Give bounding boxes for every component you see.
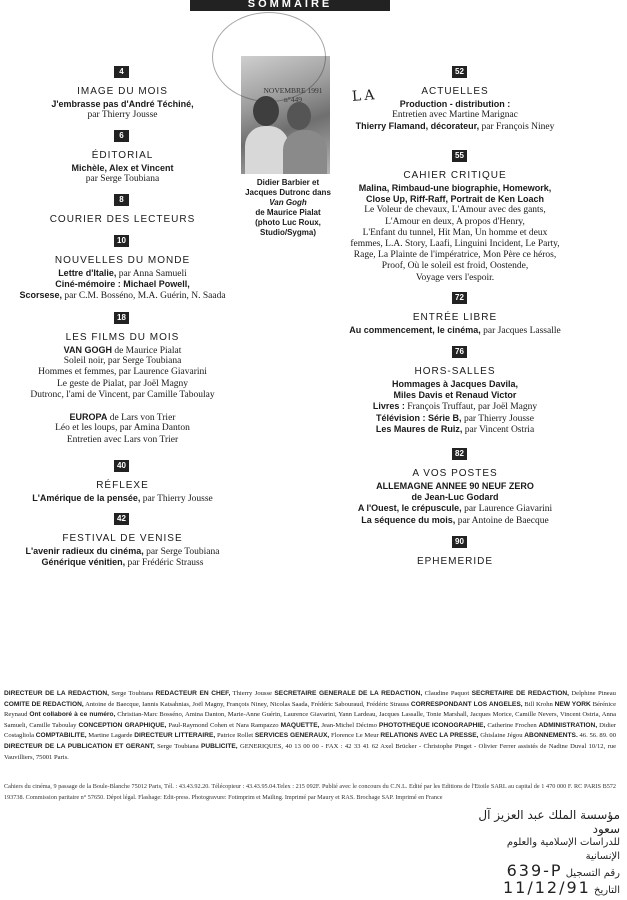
masthead-name: Ghislaine Jégou [478,732,525,740]
toc-entry-title: Lettre d'Italie, [58,268,117,278]
masthead-role: DIRECTEUR DE LA REDACTION, [4,690,109,697]
toc-entry[interactable] [0,355,245,367]
section-heading: ACTUELLES [421,86,489,97]
masthead-name: Didier Costagliola [4,721,617,740]
page-number: 90 [452,536,467,548]
toc-entry-title: VAN GOGH [63,345,112,355]
toc-entry[interactable] [330,514,580,527]
toc-entry[interactable] [0,289,245,302]
toc-entry[interactable] [0,556,245,569]
toc-entry[interactable] [330,238,580,250]
section-heading: CAHIER CRITIQUE [403,170,507,181]
toc-entry-author: Entretien avec Lars von Trier [66,434,179,445]
masthead-name: Serge Toubiana [154,742,201,750]
page-number: 82 [452,448,467,460]
caption-line: Didier Barbier et [256,178,320,187]
toc-entry-author: par Laurence Giavarini [461,504,553,515]
section-heading: EPHEMERIDE [416,556,494,567]
page-number: 42 [114,513,129,525]
masthead-name: Claudine Paquot [422,690,472,697]
toc-entry-title: J'embrasse pas d'André Téchiné, [51,99,194,109]
figure-right [283,130,327,174]
toc-entry-author: Dutronc, l'ami de Vincent, par Camille Taboulay [30,389,215,400]
toc-entry-author: femmes, L.A. Story, Laafi, Linguini Incident, Le Party, [350,239,560,249]
toc-entry-title: Production - distribution : [399,99,511,109]
toc-entry-title: Générique vénitien, [41,557,126,568]
page-title: SOMMAIRE [247,0,333,10]
postmark-stamp-text [248,86,338,104]
toc-entry-title: L'avenir radieux du cinéma, [25,546,144,556]
toc-entry[interactable] [330,423,580,436]
masthead-name: Christian-Marc Bosséno, Amina Danton, Marie-Anne Guérin, Laurence Giavarini, Yann Lardeau, Jacques Lassalle, Tonie Marshall, Jacques Morice, Camille Nevers, Vincent Ostria, Anna Samueli, Camille Taboulay [4,711,616,729]
publisher-info: Cahiers du cinéma, 9 passage de la Boule-Blanche 75012 Paris, Tél. : 43.43.92.20. Télécopieur : 43.43.95.04.Telex : 215 092F. Publié avec le concours du C.N.L. Edité par les Editions de l'Etoile SARL au capital de 1 470 000 F. RC PARIS B572 193738. Commission paritaire n° 57650. Dépot légal. Flashage: Edit-press. Photogravure: Fotimprim et Mailing. Imprimé par Maury et RAS. Brochage SAP. Imprimé en France [4,783,616,801]
toc-entry-author: Proof, Où le soleil est froid, Oostende, [381,261,529,272]
toc-entry[interactable] [330,272,580,284]
toc-entry[interactable] [0,422,245,434]
figure-right-head [287,102,311,130]
section-heading: LES FILMS DU MOIS [65,332,180,343]
section-heading: HORS-SALLES [414,366,496,377]
toc-entry-title: Au commencement, le cinéma, [349,325,481,335]
toc-entry[interactable] [0,173,245,185]
toc-entry-author: François Truffaut, par Joël Magny [404,402,538,413]
section-heading: IMAGE DU MOIS [77,86,168,97]
page-number: 72 [452,292,467,304]
toc-entry-author: L'Enfant du tunnel, Hit Man, Un homme et deux [362,227,548,238]
toc-entry[interactable] [330,109,580,121]
toc-entry-title: EUROPA [69,412,108,423]
page-number: 55 [452,150,467,162]
caption-line: Studio/Sygma) [259,228,316,237]
masthead-role: ABONNEMENTS. [524,732,578,740]
toc-entry-author: par C.M. Bosséno, M.A. Guérin, N. Saada [61,291,226,302]
page-number: 40 [114,460,129,472]
photo-caption [240,178,336,238]
library-stamp-date: 11/12/91 [502,878,591,897]
masthead-role: NEW YORK [554,700,591,708]
toc-entry-title: Hommages à Jacques Davila, [391,379,519,389]
toc-entry-title: Ciné-mémoire : Michael Powell, [55,279,190,290]
masthead-role: COMPTABILITE, [35,732,87,740]
toc-entry[interactable] [0,492,245,505]
stamp-line: NOVEMBRE 1991 [263,86,323,95]
section-heading: NOUVELLES DU MONDE [54,255,191,266]
caption-line: Jacques Dutronc dans [245,188,331,197]
masthead-role: ADMINISTRATION, [538,721,598,729]
section-heading: RÉFLEXE [96,480,149,491]
masthead-role: SERVICES GENERAUX, [254,732,330,740]
toc-entry[interactable] [330,227,580,239]
page-number: 18 [114,312,129,324]
toc-entry-title: Télévision : Série B, [376,412,462,423]
toc-entry[interactable] [330,120,580,133]
masthead-name: Delphine Pineau [568,690,616,697]
masthead-name: Serge Toubiana [109,690,156,697]
toc-entry-author: par Anna Samueli [116,269,187,279]
toc-entry-author: Voyage vers l'espoir. [415,272,495,283]
caption-line: de Maurice Pialat [255,208,321,217]
toc-entry[interactable] [330,324,580,337]
toc-entry-title: Malina, Rimbaud-une biographie, Homework, [358,183,552,193]
masthead-name: Florence Le Meur [329,732,381,740]
toc-entry-author: Léo et les loups, par Amina Danton [55,423,190,434]
toc-entry-author: par Thierry Jousse [461,413,534,424]
toc-entry-author: par Serge Toubiana [143,547,220,557]
toc-entry-author: de Lars von Trier [107,413,176,424]
page-number: 4 [114,66,129,78]
section-heading: FESTIVAL DE VENISE [62,533,183,544]
masthead-name: Thierry Jousse [230,690,275,697]
library-stamp-reg-label: رقم التسجيل [565,868,620,879]
stamp-line: n°449 [284,95,302,104]
masthead-role: DIRECTEUR DE LA PUBLICATION ET GERANT, [4,742,155,750]
toc-entry-author: de Maurice Pialat [111,346,182,356]
toc-entry-author: Le Voleur de chevaux, L'Amour avec des gants, [364,205,546,216]
caption-line: (photo Luc Roux, [255,218,321,227]
toc-entry-title: Michèle, Alex et Vincent [71,163,174,173]
library-stamp-title: مؤسسة الملك عبد العزيز آل سعود [478,808,620,836]
masthead-name: GENERIQUES, 40 13 00 00 - FAX : 42 33 41 62 Axel Brücker - Christophe Pinget - Olivier Ferrer assistés de Nadine Duval 10/12, rue Vauvilliers, 75001 Paris. [4,742,616,761]
toc-entry-author: Entretien avec Martine Marignac [392,110,518,121]
toc-entry-title: Miles Davis et Renaud Victor [393,390,517,401]
toc-entry-title: La séquence du mois, [361,514,456,525]
page-number: 52 [452,66,467,78]
library-stamp-number: 639-P [506,861,563,880]
caption-line: Van Gogh [269,198,307,207]
toc-entry-author: Soleil noir, par Serge Toubiana [63,356,182,367]
toc-entry-author: Hommes et femmes, par Laurence Giavarini [38,367,207,378]
section-heading: COURIER DES LECTEURS [49,214,196,225]
toc-entry-title: Les Maures de Ruiz, [375,423,463,434]
masthead-name: Bill Krohn [522,700,555,708]
masthead-name: Paul-Raymond Cohen et Nara Rampazzo [166,721,281,729]
page-number: 6 [114,130,129,142]
page-number: 8 [114,194,129,206]
masthead-role: CORRESPONDANT LOS ANGELES, [410,700,523,708]
page-number: 76 [452,346,467,358]
masthead-role: REDACTEUR EN CHEF, [155,690,231,697]
toc-entry[interactable] [0,378,245,390]
toc-entry-title: Livres : [372,401,405,412]
toc-entry[interactable] [330,204,580,216]
masthead-role: SECRETAIRE GENERALE DE LA REDACTION, [274,690,423,697]
masthead-credits [4,689,616,763]
library-stamp-date-label: التاريخ [594,885,620,896]
masthead-name: Jean-Michel Décimo [319,721,379,729]
toc-entry[interactable] [330,216,580,228]
toc-entry[interactable] [330,249,580,261]
masthead-role: COMITE DE REDACTION, [4,700,84,708]
toc-entry-author: Rage, La Plainte de l'impératrice, Mon Père ce héros, [353,250,557,261]
masthead-role: PUBLICITE, [201,742,238,750]
masthead-role: MAQUETTE, [280,721,320,729]
section-heading: ENTRÉE LIBRE [412,312,498,323]
masthead-name: Martine Lagarde [86,732,135,740]
masthead-role: SECRETAIRE DE REDACTION, [471,690,569,697]
toc-entry[interactable] [0,434,245,446]
toc-entry-author: par Thierry Jousse [140,494,213,504]
masthead-name: 46. 56. 89. 00 [577,732,616,740]
toc-entry-title: de Jean-Luc Godard [411,492,499,503]
toc-entry-author: par Jacques Lassalle [480,326,561,336]
page-number: 10 [114,235,129,247]
masthead-name: Catherine Frochen [485,721,539,729]
toc-entry[interactable] [0,366,245,378]
masthead-name: Antoine de Baecque, Iannis Katsahnias, Joël Magny, François Niney, Nicolas Saada, Frédéric Sabouraud, Frédéric Strauss [83,700,411,708]
toc-entry-title: ALLEMAGNE ANNEE 90 NEUF ZERO [376,481,534,491]
toc-entry-author: par Frédéric Strauss [125,558,204,569]
masthead-name: Bérénice Reynaud [4,700,617,719]
masthead-name: Patrice Rollet [215,732,255,740]
toc-entry-title: A l'Ouest, le crépuscule, [357,503,462,514]
toc-entry-author: par Thierry Jousse [87,110,158,121]
toc-entry-author: Le geste de Pialat, par Joël Magny [56,378,189,389]
toc-entry-author: par Serge Toubiana [85,174,160,185]
masthead-role: Ont collaboré à ce numéro, [29,711,116,719]
toc-entry-title: Close Up, Riff-Raff, Portrait de Ken Loach [365,194,544,205]
toc-entry-author: par Vincent Ostria [462,424,535,435]
library-stamp-subtitle: للدراسات الإسلامية والعلوم الإنسانية [506,837,620,862]
toc-entry[interactable] [330,260,580,272]
masthead-role: DIRECTEUR LITTERAIRE, [134,732,216,740]
toc-entry-title: Thierry Flamand, décorateur, [355,121,480,132]
masthead-role: CONCEPTION GRAPHIQUE, [78,721,167,729]
handwritten-mark: LA [351,87,378,105]
toc-entry-author: par Antoine de Baecque [455,515,549,526]
masthead-role: RELATIONS AVEC LA PRESSE, [380,732,479,740]
toc-entry-author: par François Niney [479,122,555,133]
toc-entry-author: L'Amour en deux, A propos d'Henry, [385,216,525,227]
masthead-role: PHOTOTHEQUE ICONOGRAPHIE, [378,721,486,729]
library-stamp [470,808,620,898]
section-heading: A VOS POSTES [412,468,498,479]
section-heading: ÉDITORIAL [91,150,154,161]
toc-entry[interactable] [0,389,245,401]
toc-entry-title: Scorsese, [19,290,62,301]
toc-entry[interactable] [0,109,245,121]
toc-entry-title: L'Amérique de la pensée, [32,493,141,503]
